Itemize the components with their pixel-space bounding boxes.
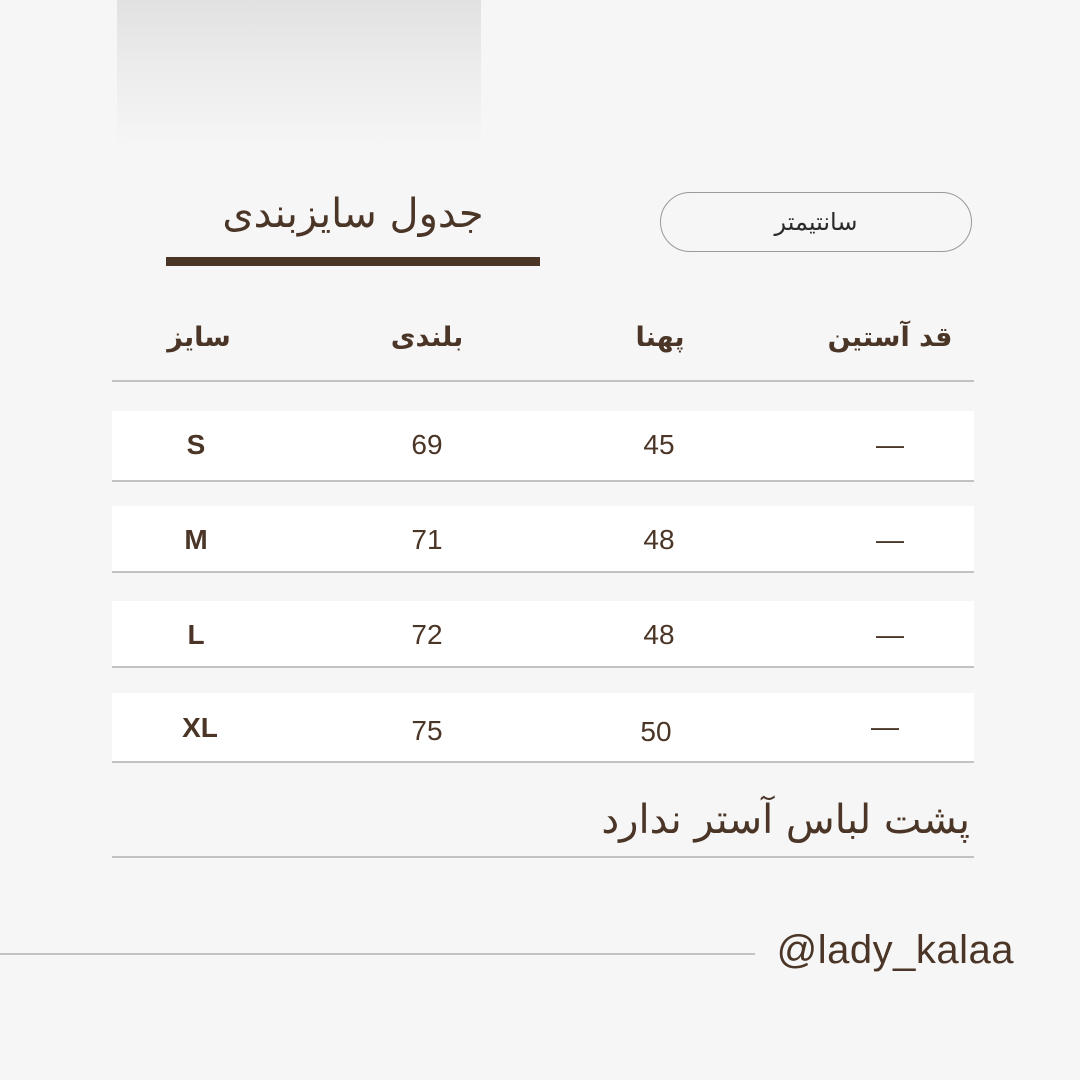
- table-row: [112, 693, 974, 763]
- cell-sleeve: —: [876, 429, 904, 460]
- unit-button[interactable]: سانتیمتر: [660, 192, 972, 252]
- cell-width: 48: [643, 619, 675, 650]
- column-header-sleeve: قد آستین: [827, 322, 953, 353]
- cell-length: 72: [411, 619, 443, 650]
- table-header: [112, 316, 974, 382]
- cell-length: 71: [411, 524, 443, 555]
- cell-width: 48: [643, 524, 675, 555]
- table-row: [112, 506, 974, 573]
- cell-width: 50: [640, 716, 672, 747]
- cell-length: 69: [411, 429, 443, 460]
- cell-size: M: [184, 524, 208, 555]
- product-image-placeholder: [117, 0, 481, 150]
- page-title: جدول سایزبندی: [222, 191, 484, 237]
- cell-sleeve: —: [876, 524, 904, 555]
- cell-sleeve: —: [876, 619, 904, 650]
- lining-note: [112, 790, 974, 858]
- footer-divider: [0, 953, 755, 955]
- cell-size: L: [187, 619, 205, 650]
- column-header-width: پهنا: [635, 322, 685, 353]
- cell-sleeve: —: [871, 711, 899, 742]
- cell-length: 75: [411, 715, 443, 746]
- column-header-size: سایز: [167, 322, 231, 353]
- column-header-length: بلندی: [390, 322, 464, 353]
- cell-size: S: [186, 429, 206, 460]
- instagram-handle[interactable]: @lady_kalaa: [776, 928, 1014, 972]
- lining-note-text: پشت لباس آستر ندارد: [601, 797, 970, 843]
- cell-width: 45: [643, 429, 675, 460]
- cell-size: XL: [182, 712, 218, 743]
- title-underline: [166, 257, 540, 266]
- table-row: [112, 601, 974, 668]
- table-row: [112, 411, 974, 482]
